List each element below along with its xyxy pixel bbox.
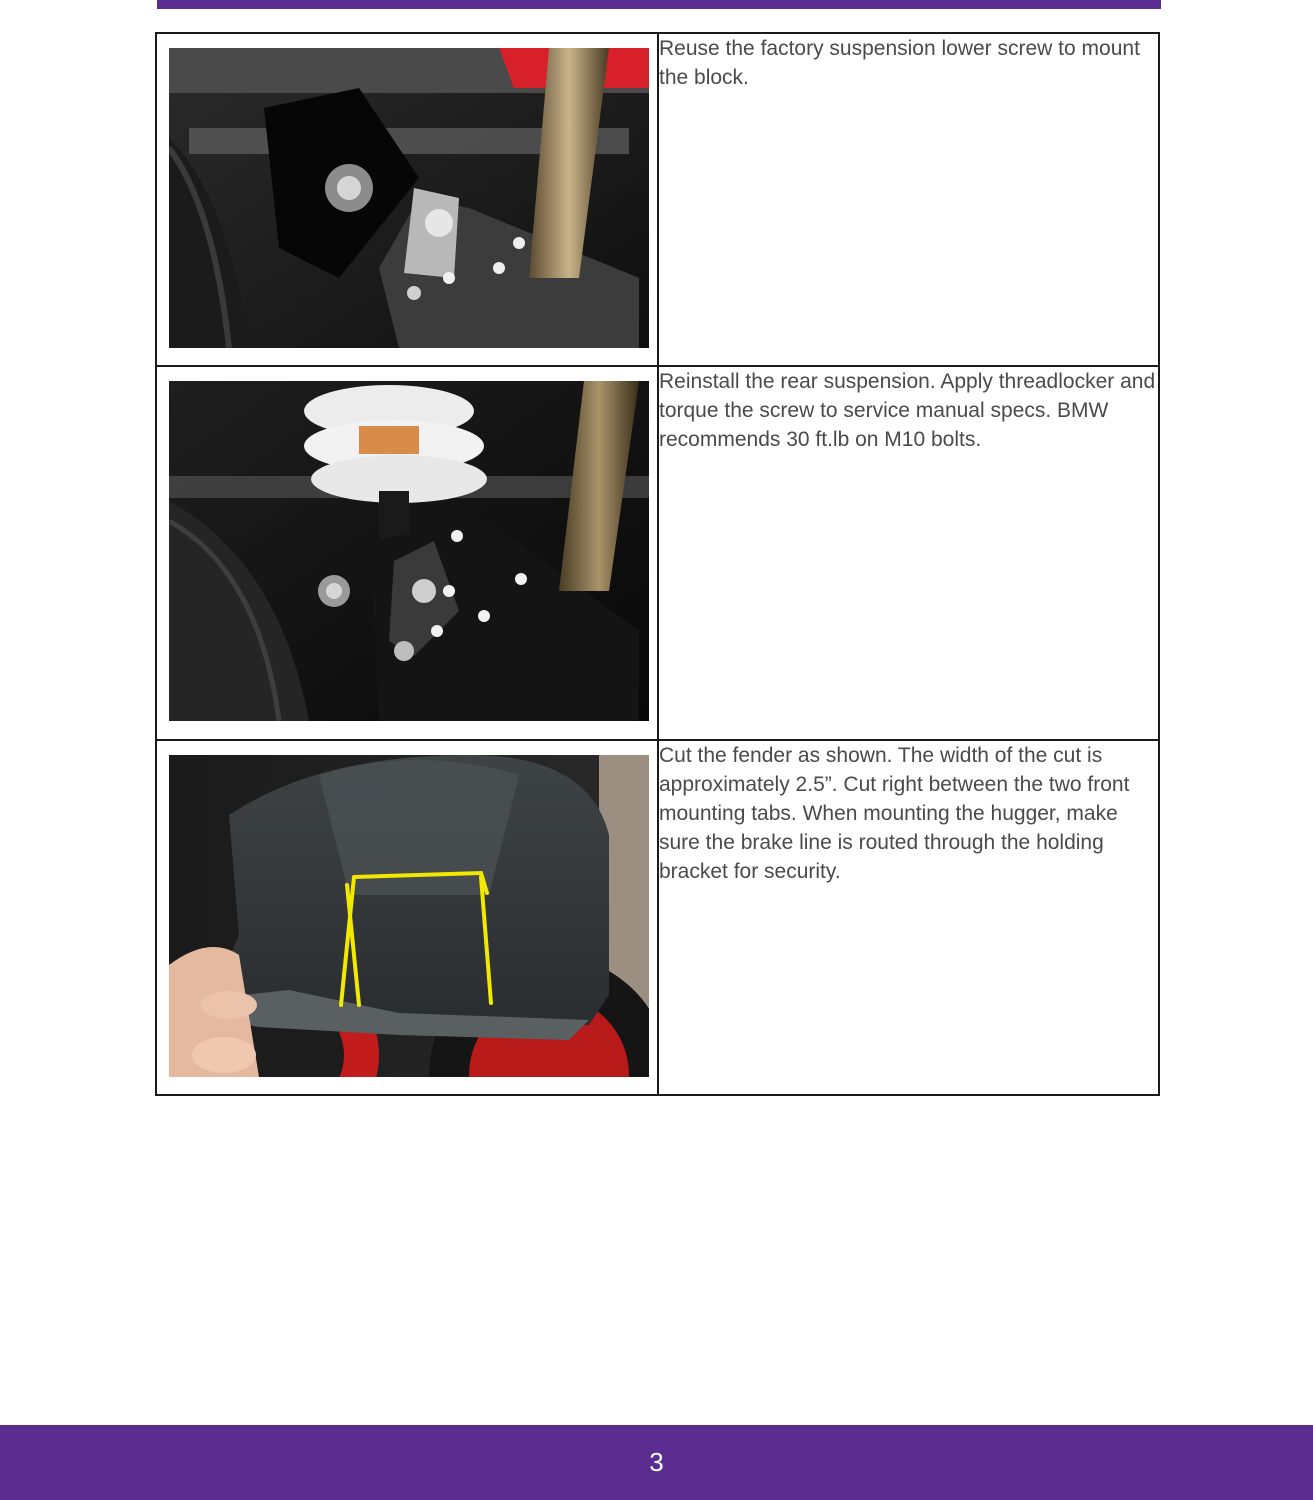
table-row (156, 33, 1159, 366)
step-3-text: Cut the fender as shown. The width of the cut is approximately 2.5”. Cut right between the two front mounting tabs. When mounting the hugger, make sure the brake line is routed through the holding bracket for security. (658, 740, 1159, 1095)
step-2-photo (169, 381, 649, 721)
step-2-photo-cell (156, 366, 658, 740)
step-1-photo (169, 48, 649, 348)
step-2-text: Reinstall the rear suspension. Apply threadlocker and torque the screw to service manual specs. BMW recommends 30 ft.lb on M10 bolts. (658, 366, 1159, 740)
table-row (156, 366, 1159, 740)
step-1-photo-cell (156, 33, 658, 366)
header-rule (157, 0, 1161, 9)
step-3-photo (169, 755, 649, 1077)
rear-shock-image (169, 381, 649, 721)
instruction-table (155, 32, 1160, 1096)
step-1-text: Reuse the factory suspension lower screw to mount the block. (658, 33, 1159, 366)
page-footer (0, 1425, 1313, 1500)
page-number: 3 (649, 1447, 664, 1477)
step-3-photo-cell (156, 740, 658, 1095)
suspension-block-image (169, 48, 649, 348)
fender-cut-image (169, 755, 649, 1077)
table-row (156, 740, 1159, 1095)
